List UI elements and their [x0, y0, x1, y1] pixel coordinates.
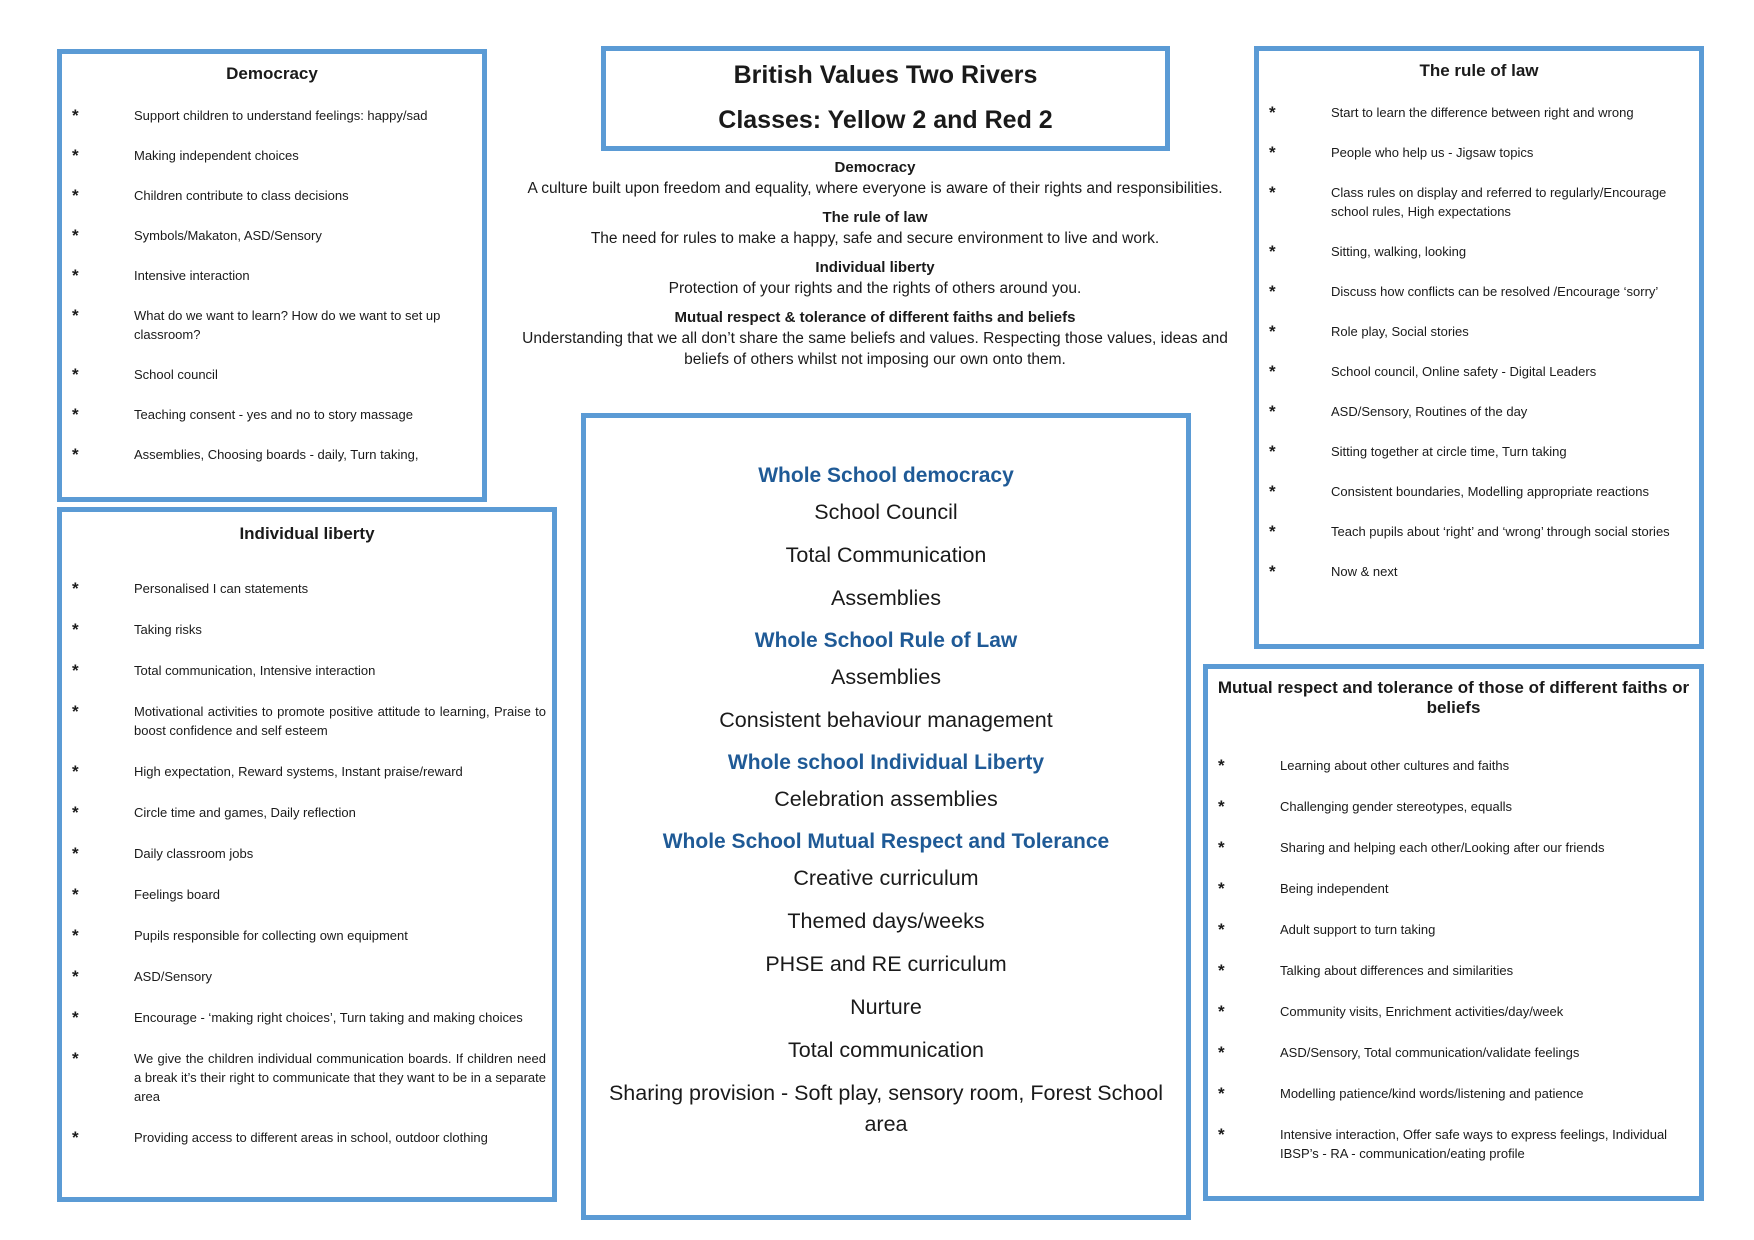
whole-school-panel — [581, 413, 1191, 1220]
bullet-asterisk-icon: * — [1269, 362, 1276, 381]
list-item — [72, 844, 552, 863]
list-item-text: People who help us - Jigsaw topics — [1331, 145, 1534, 160]
bullet-asterisk-icon: * — [1269, 482, 1276, 501]
list-item-text: Assemblies, Choosing boards - daily, Turn taking, — [134, 447, 419, 462]
list-item — [72, 106, 482, 125]
list-item-text: Circle time and games, Daily reflection — [134, 805, 356, 820]
bullet-asterisk-icon: * — [72, 967, 79, 986]
definition-rule-of-law — [505, 208, 1245, 249]
list-item — [72, 661, 552, 680]
list-item-text: Community visits, Enrichment activities/day/week — [1280, 1004, 1564, 1019]
democracy-list — [72, 106, 482, 485]
list-item-text: Adult support to turn taking — [1280, 922, 1436, 937]
mutual-respect-title: Mutual respect and tolerance of those of different faiths or beliefs — [1217, 678, 1690, 717]
list-item — [72, 762, 552, 781]
definition-text: A culture built upon freedom and equality, where everyone is aware of their rights and responsibilities. — [527, 180, 1223, 197]
list-item — [1269, 183, 1699, 221]
rule-of-law-panel — [1254, 46, 1704, 649]
whole-school-item: School Council — [814, 500, 958, 524]
list-item-text: Children contribute to class decisions — [134, 188, 349, 203]
whole-school-item: Total communication — [788, 1038, 984, 1062]
list-item-text: Daily classroom jobs — [134, 846, 254, 861]
bullet-asterisk-icon: * — [72, 1008, 79, 1027]
whole-school-heading: Whole school Individual Liberty — [727, 751, 1045, 774]
page-subtitle: Classes: Yellow 2 and Red 2 — [718, 106, 1053, 134]
list-item-text: Sitting, walking, looking — [1331, 244, 1467, 259]
whole-school-item: PHSE and RE curriculum — [765, 952, 1007, 976]
bullet-asterisk-icon: * — [72, 579, 79, 598]
bullet-asterisk-icon: * — [1218, 879, 1225, 898]
list-item — [72, 1049, 552, 1106]
bullet-asterisk-icon: * — [1269, 402, 1276, 421]
list-item — [1269, 522, 1699, 541]
bullet-asterisk-icon: * — [1269, 282, 1276, 301]
bullet-asterisk-icon: * — [72, 1049, 79, 1068]
bullet-asterisk-icon: * — [1218, 1125, 1225, 1144]
list-item-text: Class rules on display and referred to regularly/Encourage school rules, High expectations — [1331, 185, 1667, 219]
list-item — [1218, 1043, 1698, 1062]
definitions-section — [505, 158, 1245, 379]
bullet-asterisk-icon: * — [1218, 1084, 1225, 1103]
list-item — [1269, 362, 1699, 381]
democracy-panel — [57, 49, 487, 502]
bullet-asterisk-icon: * — [1269, 442, 1276, 461]
list-item — [1218, 920, 1698, 939]
list-item-text: Total communication, Intensive interaction — [134, 663, 376, 678]
whole-school-item: Assemblies — [831, 665, 941, 689]
bullet-asterisk-icon: * — [1218, 961, 1225, 980]
list-item — [1269, 482, 1699, 501]
bullet-asterisk-icon: * — [72, 106, 79, 125]
bullet-asterisk-icon: * — [72, 702, 79, 721]
mutual-respect-panel — [1203, 664, 1704, 1201]
list-item — [72, 226, 482, 245]
list-item — [1269, 402, 1699, 421]
bullet-asterisk-icon: * — [72, 762, 79, 781]
whole-school-item: Creative curriculum — [793, 866, 979, 890]
list-item-text: School council — [134, 367, 218, 382]
whole-school-heading: Whole School Mutual Respect and Tolerance — [662, 830, 1110, 853]
list-item — [72, 620, 552, 639]
list-item-text: Consistent boundaries, Modelling appropriate reactions — [1331, 484, 1649, 499]
list-item — [1218, 1002, 1698, 1021]
list-item-text: Motivational activities to promote positive attitude to learning, Praise to boost confidence and self esteem — [134, 704, 546, 738]
bullet-asterisk-icon: * — [72, 620, 79, 639]
list-item-text: Intensive interaction — [134, 268, 250, 283]
list-item-text: Personalised I can statements — [134, 581, 309, 596]
whole-school-item: Themed days/weeks — [787, 909, 985, 933]
bullet-asterisk-icon: * — [1269, 522, 1276, 541]
list-item-text: Symbols/Makaton, ASD/Sensory — [134, 228, 322, 243]
list-item — [1269, 562, 1699, 581]
definition-text: Understanding that we all don’t share the same beliefs and values. Respecting those values, ideas and beliefs of others whilst not imposing our own onto them. — [522, 330, 1228, 368]
list-item-text: Being independent — [1280, 881, 1389, 896]
list-item — [72, 266, 482, 285]
list-item-text: Now & next — [1331, 564, 1398, 579]
bullet-asterisk-icon: * — [72, 266, 79, 285]
list-item — [72, 702, 552, 740]
list-item-text: Providing access to different areas in school, outdoor clothing — [134, 1130, 488, 1145]
whole-school-heading: Whole School democracy — [758, 464, 1014, 487]
list-item — [1218, 961, 1698, 980]
definition-text: The need for rules to make a happy, safe and secure environment to live and work. — [590, 230, 1160, 247]
list-item — [72, 306, 482, 344]
whole-school-item: Assemblies — [831, 586, 941, 610]
list-item-text: ASD/Sensory — [134, 969, 213, 984]
list-item — [1218, 756, 1698, 775]
list-item-text: Teach pupils about ‘right’ and ‘wrong’ through social stories — [1331, 524, 1670, 539]
list-item — [72, 579, 552, 598]
bullet-asterisk-icon: * — [72, 803, 79, 822]
list-item — [1269, 442, 1699, 461]
list-item-text: Challenging gender stereotypes, equalls — [1280, 799, 1512, 814]
bullet-asterisk-icon: * — [1218, 1002, 1225, 1021]
list-item-text: Sitting together at circle time, Turn taking — [1331, 444, 1567, 459]
definition-heading: Individual liberty — [815, 259, 935, 276]
bullet-asterisk-icon: * — [72, 445, 79, 464]
list-item — [1269, 322, 1699, 341]
rule-of-law-title: The rule of law — [1419, 61, 1539, 80]
whole-school-content — [586, 463, 1186, 1140]
list-item — [1269, 103, 1699, 122]
list-item — [1269, 242, 1699, 261]
list-item-text: Teaching consent - yes and no to story massage — [134, 407, 413, 422]
whole-school-item: Nurture — [850, 995, 922, 1019]
bullet-asterisk-icon: * — [72, 661, 79, 680]
whole-school-item: Celebration assemblies — [774, 787, 998, 811]
list-item — [72, 1128, 552, 1147]
list-item-text: Encourage - ‘making right choices’, Turn taking and making choices — [134, 1010, 523, 1025]
list-item — [1218, 879, 1698, 898]
list-item — [1269, 282, 1699, 301]
definition-democracy — [505, 158, 1245, 199]
whole-school-item: Total Communication — [785, 543, 987, 567]
list-item — [72, 967, 552, 986]
whole-school-item: Consistent behaviour management — [719, 708, 1053, 732]
list-item — [72, 1008, 552, 1027]
bullet-asterisk-icon: * — [1269, 103, 1276, 122]
list-item — [1218, 1084, 1698, 1103]
list-item-text: Start to learn the difference between right and wrong — [1331, 105, 1634, 120]
list-item-text: High expectation, Reward systems, Instant praise/reward — [134, 764, 463, 779]
list-item-text: ASD/Sensory, Total communication/validate feelings — [1280, 1045, 1580, 1060]
list-item-text: Taking risks — [134, 622, 202, 637]
list-item-text: Support children to understand feelings: happy/sad — [134, 108, 428, 123]
list-item — [72, 445, 482, 464]
individual-liberty-panel — [57, 507, 557, 1202]
list-item-text: Learning about other cultures and faiths — [1280, 758, 1510, 773]
whole-school-heading: Whole School Rule of Law — [754, 629, 1018, 652]
bullet-asterisk-icon: * — [72, 306, 79, 325]
individual-liberty-title: Individual liberty — [239, 524, 375, 543]
list-item — [72, 803, 552, 822]
list-item-text: Feelings board — [134, 887, 220, 902]
list-item — [1218, 1125, 1698, 1163]
list-item — [72, 405, 482, 424]
democracy-title: Democracy — [226, 64, 318, 83]
bullet-asterisk-icon: * — [1218, 756, 1225, 775]
bullet-asterisk-icon: * — [1218, 1043, 1225, 1062]
page-title: British Values Two Rivers — [733, 61, 1038, 89]
list-item-text: Talking about differences and similarities — [1280, 963, 1514, 978]
bullet-asterisk-icon: * — [1269, 143, 1276, 162]
list-item — [1218, 838, 1698, 857]
definition-heading: The rule of law — [822, 209, 928, 226]
bullet-asterisk-icon: * — [72, 1128, 79, 1147]
definition-individual-liberty — [505, 258, 1245, 299]
definition-heading: Democracy — [834, 159, 916, 176]
bullet-asterisk-icon: * — [72, 926, 79, 945]
bullet-asterisk-icon: * — [72, 844, 79, 863]
bullet-asterisk-icon: * — [1269, 242, 1276, 261]
list-item-text: Modelling patience/kind words/listening and patience — [1280, 1086, 1584, 1101]
list-item — [72, 365, 482, 384]
mutual-respect-list — [1218, 756, 1698, 1185]
list-item-text: Making independent choices — [134, 148, 299, 163]
bullet-asterisk-icon: * — [1218, 797, 1225, 816]
list-item-text: Intensive interaction, Offer safe ways to express feelings, Individual IBSP’s - RA - communication/eating profile — [1280, 1127, 1668, 1161]
list-item-text: What do we want to learn? How do we want to set up classroom? — [134, 308, 441, 342]
list-item-text: ASD/Sensory, Routines of the day — [1331, 404, 1528, 419]
bullet-asterisk-icon: * — [72, 365, 79, 384]
list-item — [72, 186, 482, 205]
bullet-asterisk-icon: * — [72, 885, 79, 904]
bullet-asterisk-icon: * — [1269, 562, 1276, 581]
list-item — [1218, 797, 1698, 816]
list-item — [1269, 143, 1699, 162]
bullet-asterisk-icon: * — [72, 146, 79, 165]
list-item-text: Pupils responsible for collecting own equipment — [134, 928, 408, 943]
bullet-asterisk-icon: * — [1218, 838, 1225, 857]
list-item-text: Sharing and helping each other/Looking after our friends — [1280, 840, 1605, 855]
whole-school-item: Sharing provision - Soft play, sensory room, Forest School area — [608, 1081, 1164, 1136]
list-item-text: We give the children individual communication boards. If children need a break it’s their right to communicate that they want to be in a separate area — [134, 1051, 546, 1104]
rule-of-law-list — [1269, 103, 1699, 602]
bullet-asterisk-icon: * — [72, 405, 79, 424]
list-item-text: Discuss how conflicts can be resolved /Encourage ‘sorry’ — [1331, 284, 1659, 299]
page-title-box — [601, 46, 1170, 151]
definition-heading: Mutual respect & tolerance of different faiths and beliefs — [674, 309, 1076, 326]
list-item — [72, 926, 552, 945]
definition-text: Protection of your rights and the rights of others around you. — [668, 280, 1082, 297]
list-item-text: School council, Online safety - Digital Leaders — [1331, 364, 1597, 379]
individual-liberty-list — [72, 579, 552, 1169]
bullet-asterisk-icon: * — [1269, 322, 1276, 341]
bullet-asterisk-icon: * — [72, 186, 79, 205]
list-item — [72, 146, 482, 165]
list-item-text: Role play, Social stories — [1331, 324, 1469, 339]
bullet-asterisk-icon: * — [1269, 183, 1276, 202]
list-item — [72, 885, 552, 904]
bullet-asterisk-icon: * — [1218, 920, 1225, 939]
definition-mutual-respect — [505, 308, 1245, 370]
bullet-asterisk-icon: * — [72, 226, 79, 245]
